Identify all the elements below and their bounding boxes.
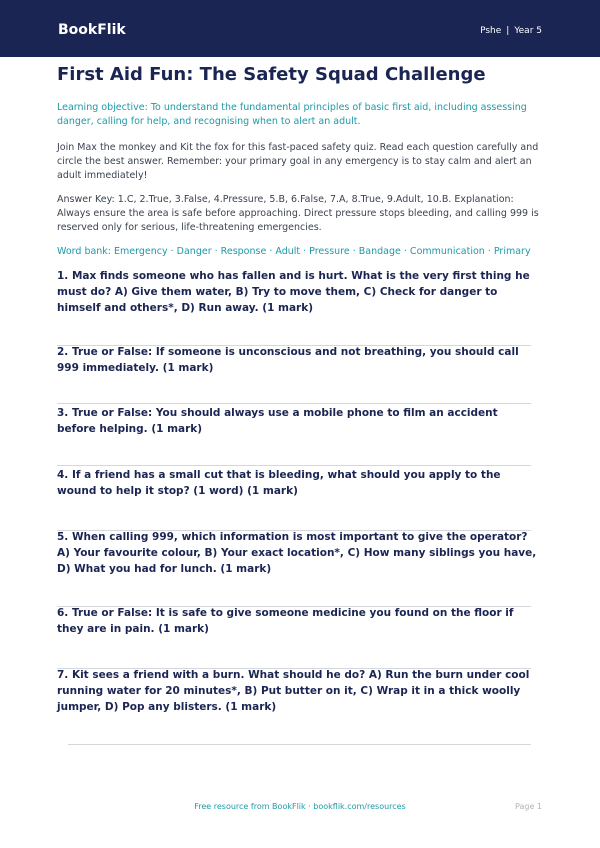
year-label: Year 5 (514, 26, 542, 36)
question-3: 3. True or False: You should always use a mobile phone to film an accident before helping. (1 mark) (57, 407, 498, 435)
answer-line-3 (57, 465, 531, 466)
question-5: 5. When calling 999, which information is most important to give the operator? A) Your favourite colour, B) Your exact location*, C) How many siblings you have, D) What you had for lunch. (1 mark) (57, 531, 537, 575)
answer-key: Answer Key: 1.C, 2.True, 3.False, 4.Pressure, 5.B, 6.False, 7.A, 8.True, 9.Adult, 10.B. Explanation: Always ensure the area is safe before approaching. Direct pressure stops bleeding, and calling 999 is reserved only for serious, life-threatening emergencies. (57, 194, 539, 233)
meta-separator: | (506, 26, 510, 36)
header-bar (0, 0, 600, 57)
question-1: 1. Max finds someone who has fallen and is hurt. What is the very first thing he must do? A) Give them water, B) Try to move them, C) Check for danger to himself and others*, D) Run away. (1 mark) (57, 270, 530, 314)
header-meta (480, 26, 542, 36)
question-7: 7. Kit sees a friend with a burn. What should he do? A) Run the burn under cool running water for 20 minutes*, B) Put butter on it, C) Wrap it in a thick woolly jumper, D) Pop any blisters. (1 mark) (57, 669, 530, 713)
answer-line-7 (68, 744, 531, 745)
word-bank: Word bank: Emergency · Danger · Response · Adult · Pressure · Bandage · Communication · Primary (57, 246, 531, 257)
brand-logo[interactable]: BookFlik (58, 22, 126, 38)
page-number: Page 1 (515, 802, 542, 811)
question-4: 4. If a friend has a small cut that is bleeding, what should you apply to the wound to help it stop? (1 word) (1 mark) (57, 469, 501, 497)
footer-credit[interactable]: Free resource from BookFlik · bookflik.com/resources (194, 802, 406, 811)
subject-label: Pshe (480, 26, 502, 36)
question-2: 2. True or False: If someone is unconscious and not breathing, you should call 999 immediately. (1 mark) (57, 346, 519, 374)
page-title: First Aid Fun: The Safety Squad Challenge (57, 64, 486, 85)
page-footer (0, 802, 600, 816)
question-6: 6. True or False: It is safe to give someone medicine you found on the floor if they are in pain. (1 mark) (57, 607, 514, 635)
intro-paragraph: Join Max the monkey and Kit the fox for this fast-paced safety quiz. Read each question carefully and circle the best answer. Remember: your primary goal in any emergency is to stay calm and alert an adult immediately! (57, 142, 539, 181)
answer-line-2 (57, 403, 531, 404)
learning-objective: Learning objective: To understand the fundamental principles of basic first aid, including assessing danger, calling for help, and recognising when to alert an adult. (57, 102, 527, 127)
worksheet-intro (57, 63, 543, 259)
